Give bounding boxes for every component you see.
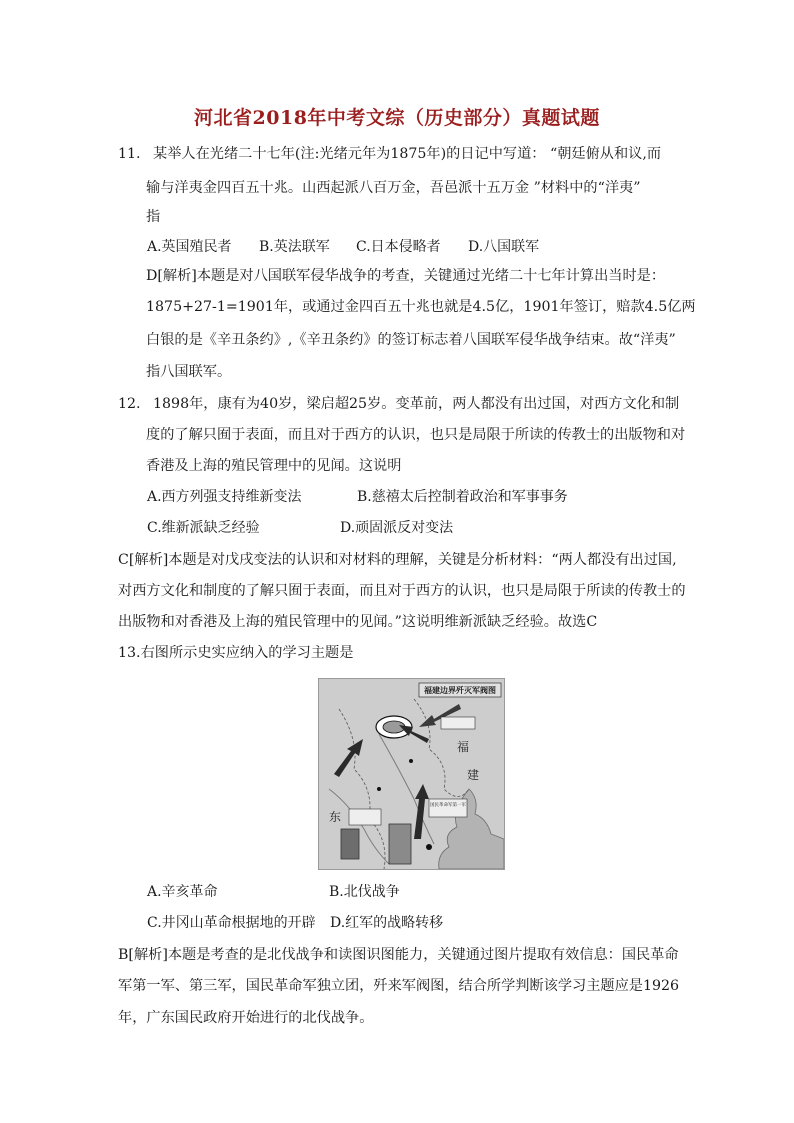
document-title: 河北省2018年中考文综（历史部分）真题试题	[194, 107, 600, 129]
question-11-line-3: 指	[146, 209, 161, 225]
question-11-number: 11.	[118, 146, 141, 162]
map-title: 福建边界歼灭军阀图	[424, 686, 496, 695]
question-11-line-1: 某举人在光绪二十七年(注:光绪元年为1875年)的日记中写道： “朝廷俯从和议,而	[153, 146, 662, 162]
question-12-line-2: 度的了解只囿于表面，而且对于西方的认识，也只是局限于所读的传教士的出版物和对	[146, 427, 686, 443]
question-11-option-c: C.日本侵略者	[356, 239, 441, 255]
question-12-number: 12.	[118, 396, 141, 412]
question-11-option-a: A.英国殖民者	[147, 239, 232, 255]
map-label-dong: 东	[329, 810, 342, 824]
question-13-analysis-line-1: B[解析]本题是考查的是北伐战争和读图识图能力，关键通过图片提取有效信息：国民革命	[118, 947, 679, 963]
map-label-fu: 福	[457, 740, 470, 754]
question-13-option-a: A.辛亥革命	[147, 884, 218, 900]
question-11-analysis-line-2: 1875+27-1=1901年，或通过金四百五十兆也就是4.5亿，1901年签订，赔款4.5亿两	[146, 299, 696, 315]
question-13-stem: 13.右图所示史实应纳入的学习主题是	[118, 645, 354, 661]
question-13-option-c: C.井冈山革命根据地的开辟	[147, 915, 316, 931]
northern-expedition-map	[318, 678, 505, 870]
question-12-analysis-line-3: 出版物和对香港及上海的殖民管理中的见闻。”这说明维新派缺乏经验。故选C	[118, 614, 598, 630]
question-11-analysis-line-4: 指八国联军。	[146, 364, 232, 380]
question-11-option-b: B.英法联军	[259, 239, 330, 255]
question-11-analysis-line-3: 白银的是《辛丑条约》,《辛丑条约》的签订标志着八国联军侵华战争结束。故“洋夷”	[146, 332, 676, 348]
map-label-jian: 建	[467, 768, 480, 782]
question-12-analysis-line-2: 对西方文化和制度的了解只囿于表面，而且对于西方的认识，也只是局限于所读的传教士的	[118, 583, 686, 599]
question-12-line-3: 香港及上海的殖民管理中的见闻。这说明	[146, 458, 402, 474]
question-13-option-d: D.红军的战略转移	[330, 915, 444, 931]
question-11-analysis-line-1: D[解析]本题是对八国联军侵华战争的考查，关键通过光绪二十七年计算出当时是：	[146, 268, 666, 284]
question-12-option-b: B.慈禧太后控制着政治和军事事务	[357, 489, 568, 505]
question-11-option-d: D.八国联军	[468, 239, 540, 255]
question-13-option-b: B.北伐战争	[329, 884, 400, 900]
question-12-analysis-line-1: C[解析]本题是对戊戌变法的认识和对材料的理解，关键是分析材料：“两人都没有出过国,	[118, 552, 677, 568]
question-12-option-d: D.顽固派反对变法	[340, 520, 454, 536]
question-12-option-a: A.西方列强支持维新变法	[147, 489, 302, 505]
question-12-line-1: 1898年，康有为40岁，梁启超25岁。变革前，两人都没有出过国，对西方文化和制	[153, 396, 680, 412]
question-11-line-2: 输与洋夷金四百五十兆。山西起派八百万金，吾邑派十五万金 ”材料中的“洋夷”	[146, 180, 641, 196]
question-12-option-c: C.维新派缺乏经验	[147, 520, 260, 536]
question-13-analysis-line-2: 军第一军、第三军，国民革命军独立团，歼来军阀图，结合所学判断该学习主题应是1926	[118, 978, 680, 994]
map-label-first-army: 国民革命军第一军	[430, 803, 466, 808]
question-13-analysis-line-3: 年，广东国民政府开始进行的北伐战争。	[118, 1010, 374, 1026]
